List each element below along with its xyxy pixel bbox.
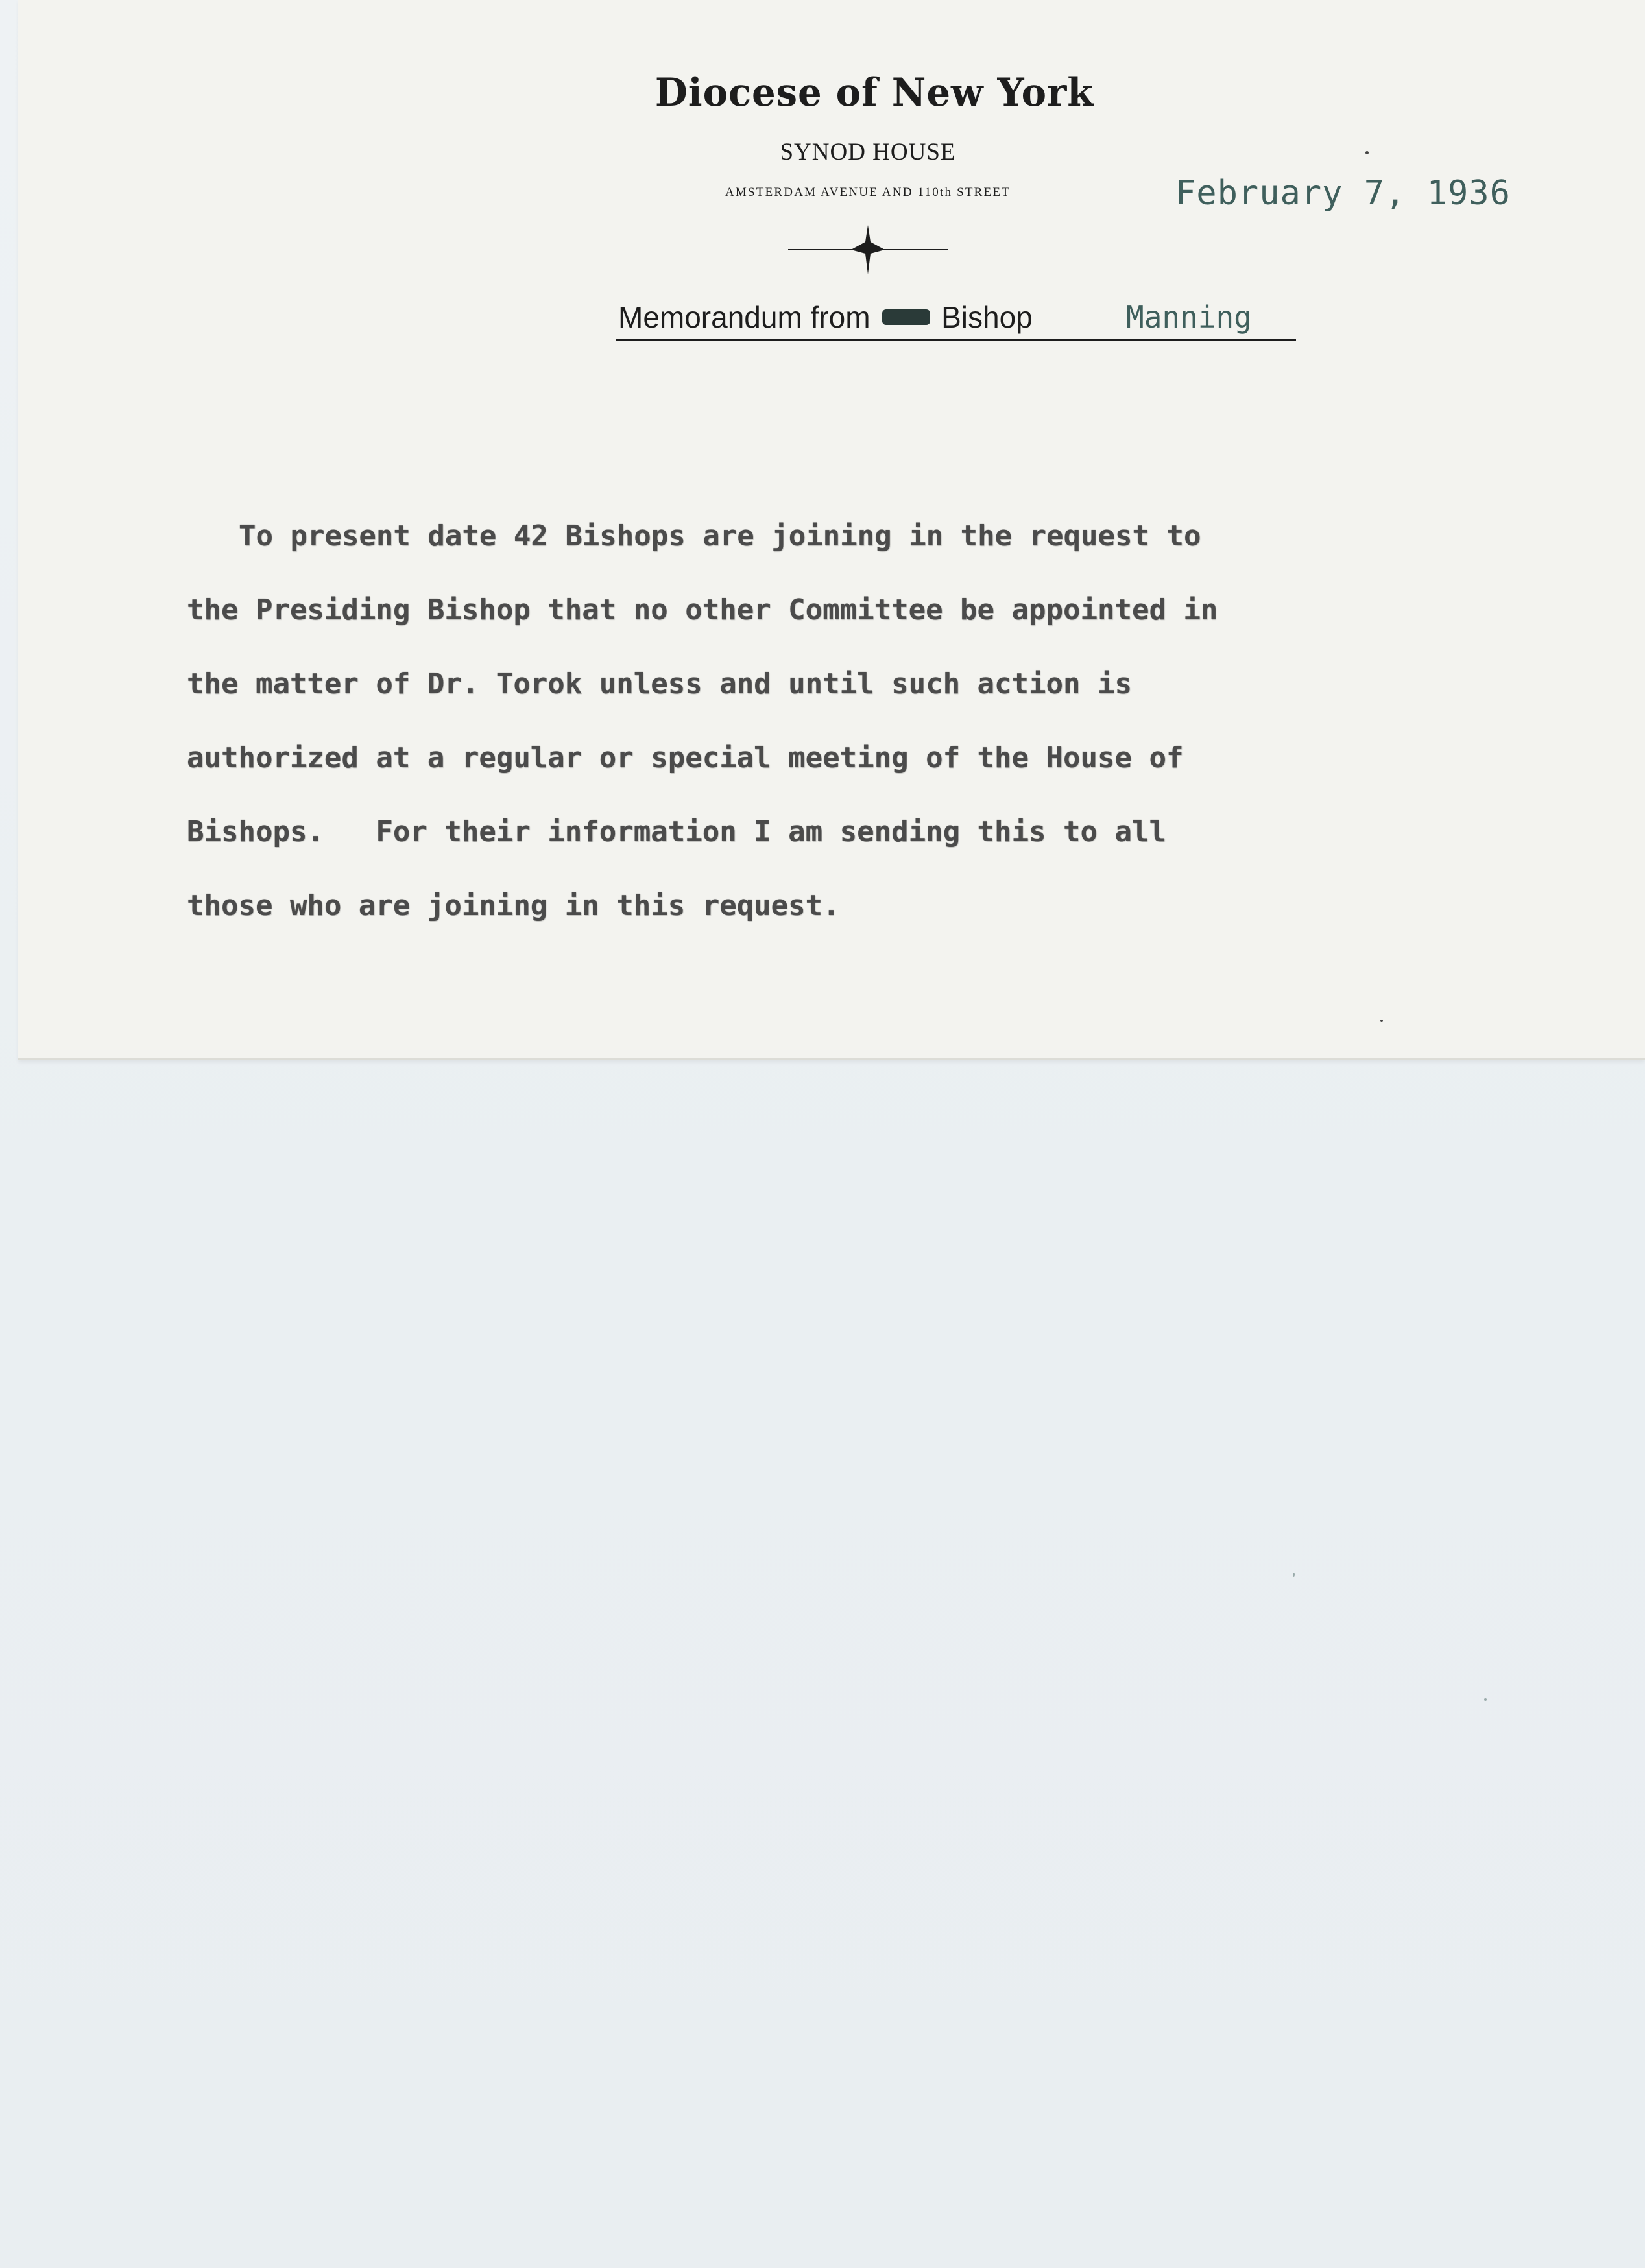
body-line: those who are joining in this request. (187, 889, 840, 922)
memo-date: February 7, 1936 (1175, 174, 1511, 213)
body-line: Bishops. For their information I am sending this to all (187, 815, 1166, 848)
body-line: the Presiding Bishop that no other Committee be appointed in (187, 593, 1218, 627)
body-line: To present date 42 Bishops are joining in the request to (239, 519, 1201, 553)
memo-from-title: Bishop (941, 300, 1033, 334)
struck-out-word (882, 309, 930, 325)
paper-speck (1380, 1020, 1383, 1022)
memo-sheet (18, 0, 1645, 1060)
scan-speck (1293, 1573, 1295, 1577)
letterhead-diocese: Diocese of New York (654, 70, 1094, 115)
memo-body (187, 499, 1471, 943)
body-line: authorized at a regular or special meeting of the House of (187, 741, 1184, 774)
cross-icon (787, 224, 949, 276)
memo-header-underline (616, 339, 1296, 341)
scan-speck (1484, 1698, 1487, 1701)
paper-speck (1365, 151, 1369, 154)
memo-from-line (618, 300, 1033, 335)
letterhead-address: AMSTERDAM AVENUE AND 110th STREET (725, 185, 1011, 199)
letterhead-building: SYNOD HOUSE (780, 139, 956, 165)
body-line: the matter of Dr. Torok unless and until such action is (187, 667, 1132, 700)
memo-from-label: Memorandum from (618, 300, 871, 334)
memo-from-name: Manning (1126, 300, 1252, 335)
